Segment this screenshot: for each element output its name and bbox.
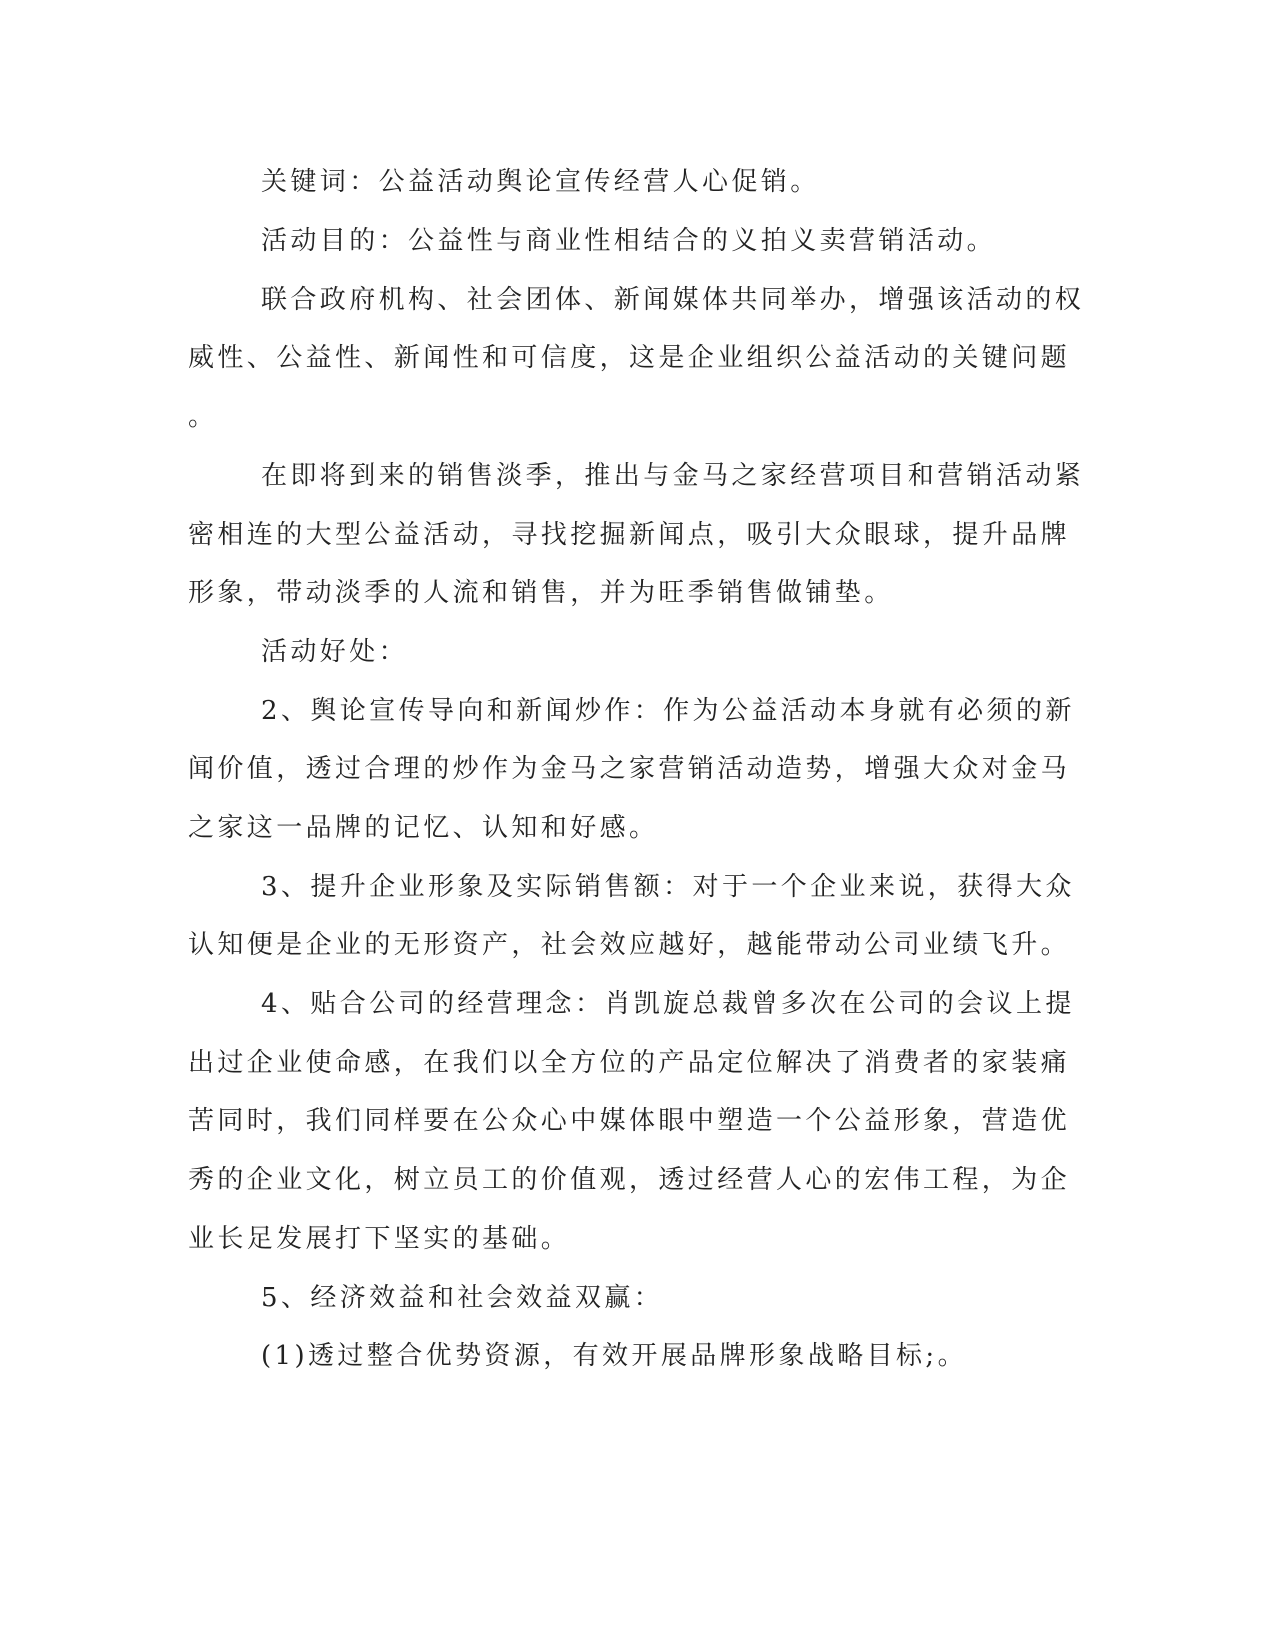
paragraph-line: 闻价值，透过合理的炒作为金马之家营销活动造势，增强大众对金马 <box>188 754 1071 784</box>
paragraph-line: 苦同时，我们同样要在公众心中媒体眼中塑造一个公益形象，营造优 <box>188 1106 1071 1136</box>
paragraph-line: 3、提升企业形象及实际销售额：对于一个企业来说，获得大众 <box>261 872 1075 902</box>
paragraph-line: 之家这一品牌的记忆、认知和好感。 <box>188 813 659 843</box>
paragraph-line: (1)透过整合优势资源，有效开展品牌形象战略目标;。 <box>261 1341 967 1371</box>
paragraph-line: 秀的企业文化，树立员工的价值观，透过经营人心的宏伟工程，为企 <box>188 1165 1071 1195</box>
paragraph-line: 在即将到来的销售淡季，推出与金马之家经营项目和营销活动紧 <box>261 461 1085 491</box>
paragraph-line: 联合政府机构、社会团体、新闻媒体共同举办，增强该活动的权 <box>261 285 1085 315</box>
paragraph-line: 出过企业使命感，在我们以全方位的产品定位解决了消费者的家装痛 <box>188 1048 1071 1078</box>
paragraph-line: 认知便是企业的无形资产，社会效应越好，越能带动公司业绩飞升。 <box>188 930 1071 960</box>
paragraph-line: 5、经济效益和社会效益双赢： <box>261 1283 664 1313</box>
benefits-heading: 活动好处： <box>261 637 409 667</box>
activity-purpose-line: 活动目的：公益性与商业性相结合的义拍义卖营销活动。 <box>261 226 997 256</box>
paragraph-line: 威性、公益性、新闻性和可信度，这是企业组织公益活动的关键问题 <box>188 343 1071 373</box>
paragraph-line: 4、贴合公司的经营理念：肖凯旋总裁曾多次在公司的会议上提 <box>261 989 1075 1019</box>
paragraph-line: 业长足发展打下坚实的基础。 <box>188 1224 571 1254</box>
paragraph-line: 2、舆论宣传导向和新闻炒作：作为公益活动本身就有必须的新 <box>261 696 1075 726</box>
paragraph-line: 形象，带动淡季的人流和销售，并为旺季销售做铺垫。 <box>188 578 894 608</box>
paragraph-line: 。 <box>188 402 218 432</box>
keywords-line: 关键词：公益活动舆论宣传经营人心促销。 <box>261 167 820 197</box>
paragraph-line: 密相连的大型公益活动，寻找挖掘新闻点，吸引大众眼球，提升品牌 <box>188 520 1071 550</box>
